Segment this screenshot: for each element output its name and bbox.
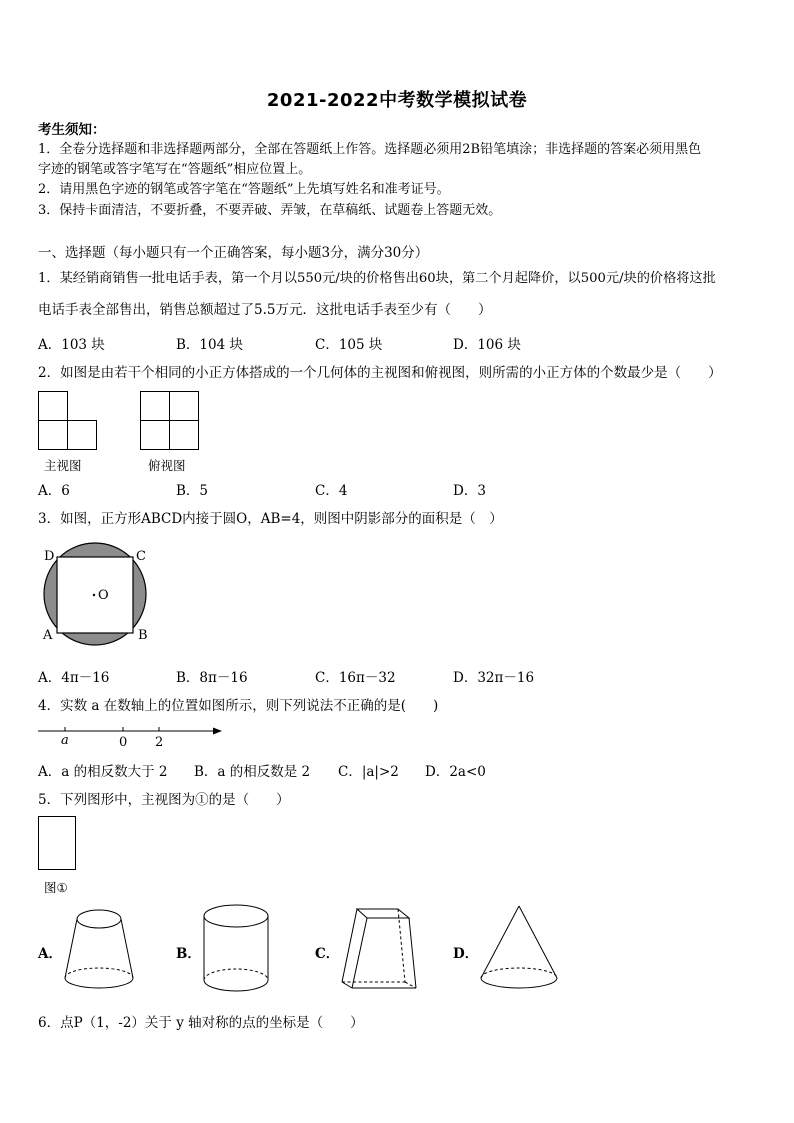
q1-option-d[interactable]: D．106 块: [453, 337, 521, 353]
q4-number-line-figure: [38, 722, 223, 752]
q5-option-b-cylinder-figure[interactable]: [201, 904, 273, 994]
q5-option-a-label[interactable]: A．: [38, 946, 62, 962]
q3-label-c: C: [136, 549, 146, 564]
q3-option-a[interactable]: A．4π－16: [38, 670, 110, 686]
q4-axis-label-a: a: [61, 733, 69, 748]
q3-option-c[interactable]: C．16π－32: [315, 670, 396, 686]
q2-top-view-figure: [140, 391, 200, 451]
q4-option-b[interactable]: B．a 的相反数是 2: [194, 764, 311, 780]
q4-axis-label-2: 2: [155, 735, 164, 750]
q2-front-view-figure: [38, 391, 98, 451]
notice-line-2: 2．请用黑色字迹的钢笔或答字笔在“答题纸”上先填写姓名和准考证号。: [38, 182, 450, 197]
q5-option-d-cone-figure[interactable]: [478, 904, 562, 994]
q3-label-a: A: [43, 628, 53, 643]
q5-option-b-label[interactable]: B．: [176, 946, 201, 962]
q5-figure-1-rectangle: [38, 816, 78, 872]
q2-stem: 2．如图是由若干个相同的小正方体搭成的一个几何体的主视图和俯视图，则所需的小正方体的个数最少是（ ）: [38, 365, 722, 381]
q4-option-a[interactable]: A．a 的相反数大于 2: [38, 764, 168, 780]
q4-axis-label-0: 0: [119, 735, 128, 750]
notice-line-3: 3．保持卡面清洁，不要折叠，不要弄破、弄皱，在草稿纸、试题卷上答题无效。: [38, 203, 502, 218]
section-heading: 一、选择题（每小题只有一个正确答案，每小题3分，满分30分）: [38, 245, 429, 261]
notice-heading: 考生须知：: [38, 122, 106, 138]
q4-option-c[interactable]: C．|a|>2: [338, 764, 399, 780]
q1-stem-line-2: 电话手表全部售出，销售总额超过了5.5万元．这批电话手表至少有（ ）: [38, 302, 492, 318]
q3-option-b[interactable]: B．8π－16: [176, 670, 248, 686]
q5-option-c-label[interactable]: C．: [315, 946, 340, 962]
q5-option-d-label[interactable]: D．: [453, 946, 479, 962]
q1-stem-line-1: 1．某经销商销售一批电话手表，第一个月以550元/块的价格售出60块，第二个月起降价，以500元/块的价格将这批: [38, 271, 716, 286]
q5-stem: 5．下列图形中，主视图为①的是（ ）: [38, 792, 290, 808]
q2-option-b[interactable]: B．5: [176, 483, 209, 499]
q3-option-d[interactable]: D．32π－16: [453, 670, 535, 686]
q2-option-d[interactable]: D．3: [453, 483, 486, 499]
q6-stem: 6．点P（1，-2）关于 y 轴对称的点的坐标是（ ）: [38, 1015, 364, 1031]
q2-caption-top: 俯视图: [148, 458, 186, 473]
q3-center-point: [93, 594, 95, 596]
q2-option-a[interactable]: A．6: [38, 483, 70, 499]
q2-option-c[interactable]: C．4: [315, 483, 348, 499]
q2-caption-front: 主视图: [44, 458, 82, 473]
q3-label-b: B: [138, 628, 148, 643]
page-title: 2021-2022中考数学模拟试卷: [266, 90, 528, 111]
notice-line-1: 1．全卷分选择题和非选择题两部分，全部在答题纸上作答。选择题必须用2B铅笔填涂；非选择题的答案必须用黑色: [38, 142, 702, 157]
q5-figure-caption: 图①: [44, 880, 68, 895]
q1-option-c[interactable]: C．105 块: [315, 337, 383, 353]
q5-option-c-prism-frustum-figure[interactable]: [339, 906, 419, 992]
q4-stem: 4．实数 a 在数轴上的位置如图所示，则下列说法不正确的是( ): [38, 698, 439, 714]
q1-option-a[interactable]: A．103 块: [38, 337, 105, 353]
q1-option-b[interactable]: B．104 块: [176, 337, 243, 353]
q3-label-o: O: [98, 588, 109, 603]
q5-option-a-frustum-figure[interactable]: [62, 908, 137, 993]
q3-circle-square-figure: [38, 544, 153, 644]
q3-stem: 3．如图，正方形ABCD内接于圆O，AB=4，则图中阴影部分的面积是（ ）: [38, 511, 503, 527]
notice-line-1b: 字迹的钢笔或答字笔写在“答题纸”相应位置上。: [38, 162, 312, 177]
q3-label-d: D: [44, 549, 55, 564]
q4-option-d[interactable]: D．2a<0: [425, 764, 486, 780]
